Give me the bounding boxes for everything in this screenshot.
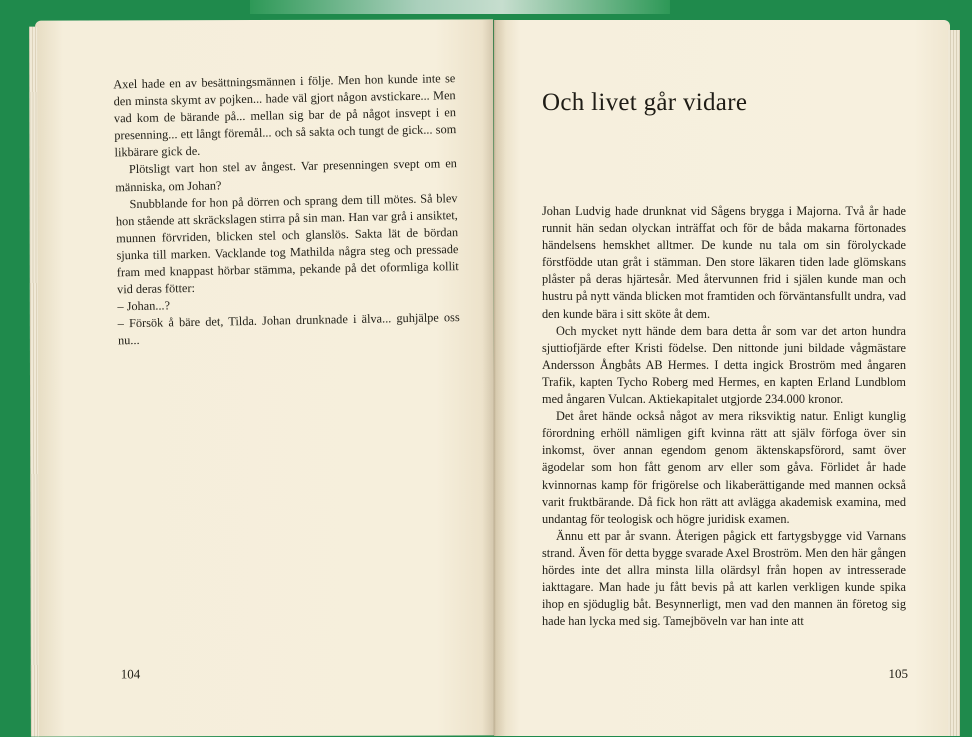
paragraph: Johan Ludvig hade drunknat vid Sågens brygga i Majorna. Två år hade runnit hän sedan olyckan inträffat och för de båda makarna förtonades händelsens hemskhet alltmer. De kunde nu tala om sin förolyckade förstfödde utan gråt i stämman. Den store läkaren tiden lade glömskans plåster på deras hjärtesår. Med återvunnen frid i själen kunde man och hustru på nytt vända blicken mot framtiden och förväntansfullt undra, vad den kunde bära i sitt sköte åt dem. <box>542 204 906 321</box>
paragraph: Ännu ett par år svann. Återigen pågick ett fartygsbygge vid Varnans strand. Även för detta bygge svarade Axel Broström. Men den här gången hördes inte det allra minsta lilla olärdsyl från hopen av intresserade iakttagare. Man hade ju fått bevis på att karlen verkligen kunde spika ihop en sjöduglig båt. Besynnerligt, men vad den mannen än företog sig hade han lycka med sig. Tamejböveln var han inte att <box>542 528 906 629</box>
paragraph: Snubblande for hon på dörren och sprang dem till mötes. Så blev hon stående att skräckslagen stirra på sin man. Han var grå i ansiktet, munnen förvriden, blicken stel och glanslös. Sakta lät de bördan sjunka till marken. Vacklande tog Mathilda några steg och pressade fram med knappast hörbar stämma, pekande på det oformliga kollit vid deras fötter: <box>115 190 459 297</box>
paragraph: Det året hände också något av mera riksviktig natur. Enligt kunglig förordning erhöll nämligen gift kvinna rätt att själv förfoga över sin inkomst, över annan egendom genom äktenskapsförord, samt över ägodelar som hon fått genom arv eller som gåva. Förlidet år hade kvinnornas kamp för frigörelse och likaberättigande med mannen också varit fruktbärande. Då fick hon rätt att avlägga akademisk examina, med undantag för teologisk och högre juridisk examen. <box>542 409 906 526</box>
paragraph: Axel hade en av besättningsmännen i följe. Men hon kunde inte se den minsta skymt av pojken... hade väl gjort någon avstickare... Men vad kom de bärande på... mellan sig bar de på något insvept i en presenning... ett långt föremål... och så sakta och tungt de gick... som likbärare gick de. <box>113 71 457 160</box>
dialog-line: – Försök å bäre det, Tilda. Johan drunknade i älva... guhjälpe oss nu... <box>117 310 460 348</box>
right-page <box>494 20 950 736</box>
open-book <box>30 8 956 736</box>
page-number-right: 105 <box>888 666 908 681</box>
page-edge-right <box>948 30 960 736</box>
chapter-title: Och livet går vidare <box>542 88 748 116</box>
left-page <box>35 19 495 736</box>
right-page-text <box>542 203 906 630</box>
dialog-line: – Johan...? <box>117 298 171 314</box>
paragraph: Och mycket nytt hände dem bara detta år som var det arton hundra sjuttiofjärde efter Kristi födelse. Den nittonde juni bildade vågmästare Andersson Ångbåts AB Hermes. I detta ingick Broström med ångaren Trafik, kapten Tycho Roberg med Hermes, en kapten Erland Lundblom med ångaren Vulcan. Aktiekapitalet utgjorde 234.000 kronor. <box>542 323 906 407</box>
book-gutter <box>482 20 506 736</box>
left-page-text <box>113 70 460 350</box>
page-edge-left <box>29 27 39 737</box>
page-number-left: 104 <box>120 666 141 682</box>
paragraph: Plötsligt vart hon stel av ångest. Var presenningen svept om en människa, om Johan? <box>115 156 457 194</box>
